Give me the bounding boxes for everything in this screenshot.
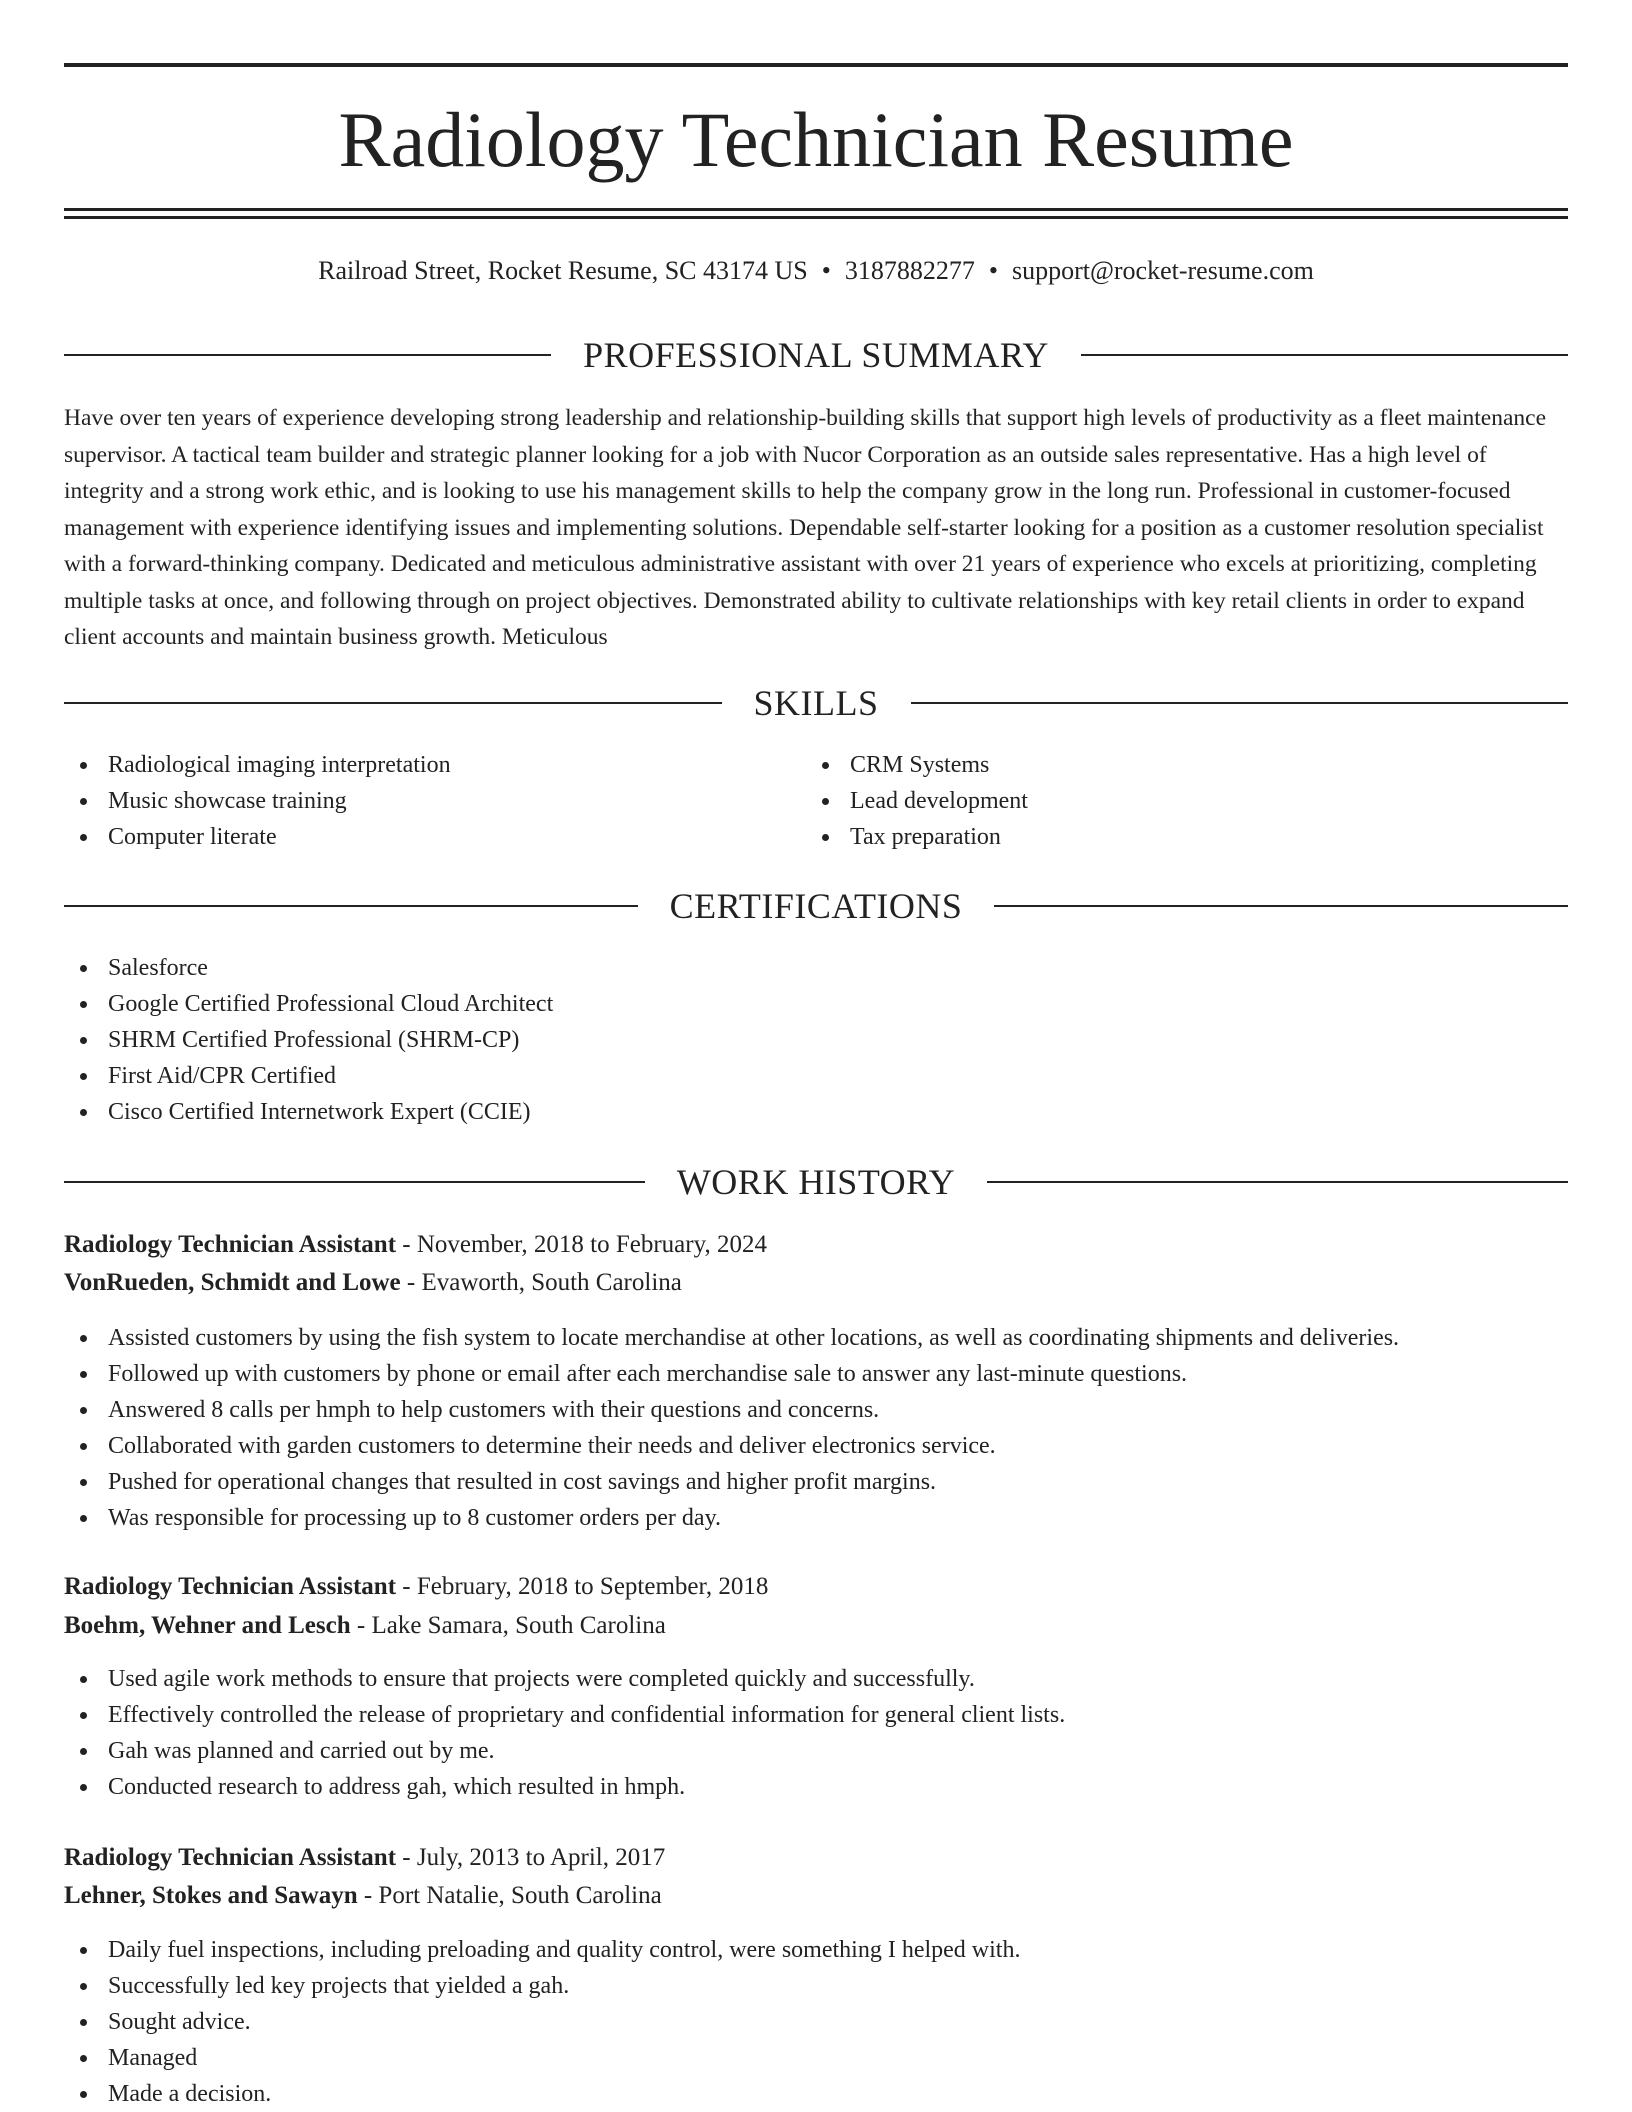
job-bullet: Conducted research to address gah, which resulted in hmph. <box>64 1769 1065 1805</box>
contact-phone: 3187882277 <box>844 256 975 285</box>
job-location: - Port Natalie, South Carolina <box>357 1882 662 1909</box>
certification-item: First Aid/CPR Certified <box>64 1058 553 1094</box>
job-bullet: Used agile work methods to ensure that projects were completed quickly and successfully. <box>64 1661 1065 1697</box>
skills-list-left <box>64 747 451 855</box>
job-company: VonRueden, Schmidt and Lowe <box>64 1269 401 1296</box>
job-company-line <box>64 1264 682 1302</box>
certification-item: Cisco Certified Internetwork Expert (CCIE) <box>64 1094 553 1130</box>
job-title: Radiology Technician Assistant <box>64 1231 397 1258</box>
job-bullet: Answered 8 calls per hmph to help customers with their questions and concerns. <box>64 1392 1399 1428</box>
job-bullet: Sought advice. <box>64 2004 1020 2040</box>
job-bullets <box>64 1320 1399 1536</box>
certification-item: SHRM Certified Professional (SHRM-CP) <box>64 1022 553 1058</box>
top-rule <box>64 63 1568 67</box>
contact-address: Railroad Street, Rocket Resume, SC 43174 US <box>318 256 808 285</box>
heading-rule <box>1081 354 1568 356</box>
skills-heading <box>64 681 1568 725</box>
job-location: - Lake Samara, South Carolina <box>350 1612 666 1639</box>
contact-line <box>64 254 1568 288</box>
skill-item: CRM Systems <box>806 747 1028 783</box>
page-title: Radiology Technician Resume <box>338 96 1294 183</box>
certifications-heading-label: CERTIFICATIONS <box>669 886 963 926</box>
certification-item: Salesforce <box>64 950 553 986</box>
heading-rule <box>64 702 722 704</box>
job-bullet: Effectively controlled the release of proprietary and confidential information for general client lists. <box>64 1697 1065 1733</box>
contact-separator: • <box>821 256 831 285</box>
job-bullet: Was responsible for processing up to 8 customer orders per day. <box>64 1500 1399 1536</box>
job-title-line <box>64 1839 665 1877</box>
summary-heading-label: PROFESSIONAL SUMMARY <box>583 335 1049 375</box>
job-title-line <box>64 1226 767 1264</box>
contact-email: support@rocket-resume.com <box>1011 256 1314 285</box>
job-dates: - February, 2018 to September, 2018 <box>396 1573 769 1600</box>
summary-heading <box>64 333 1568 377</box>
certification-item: Google Certified Professional Cloud Architect <box>64 986 553 1022</box>
work-history-heading <box>64 1160 1568 1204</box>
certifications-list <box>64 950 553 1130</box>
certifications-heading <box>64 884 1568 928</box>
job-title: Radiology Technician Assistant <box>64 1844 397 1871</box>
skill-item: Music showcase training <box>64 783 451 819</box>
job-bullet: Successfully led key projects that yielded a gah. <box>64 1968 1020 2004</box>
heading-rule <box>987 1181 1568 1183</box>
summary-text: Have over ten years of experience developing strong leadership and relationship-building skills that support high levels of productivity as a fleet maintenance supervisor. A tactical team builder and strategic planner looking for a job with Nucor Corporation as an outside sales representative. Has a high level of integrity and a strong work ethic, and is looking to use his management skills to help the company grow in the long run. Professional in customer-focused management with experience identifying issues and implementing solutions. Dependable self-starter looking for a position as a customer resolution specialist with a forward-thinking company. Dedicated and meticulous administrative assistant with over 21 years of experience who excels at prioritizing, completing multiple tasks at once, and following through on project objectives. Demonstrated ability to cultivate relationships with key retail clients in order to expand client accounts and maintain business growth. Meticulous <box>64 405 1547 650</box>
job-bullets <box>64 1932 1020 2112</box>
job-company-line <box>64 1607 666 1645</box>
heading-rule <box>911 702 1569 704</box>
title-rule-lower <box>64 216 1568 219</box>
job-bullet: Collaborated with garden customers to determine their needs and deliver electronics service. <box>64 1428 1399 1464</box>
skill-item: Tax preparation <box>806 819 1028 855</box>
skill-item: Lead development <box>806 783 1028 819</box>
title-rule-upper <box>64 208 1568 211</box>
job-bullet: Made a decision. <box>64 2076 1020 2112</box>
heading-rule <box>64 1181 645 1183</box>
job-title-line <box>64 1568 768 1606</box>
skill-item: Radiological imaging interpretation <box>64 747 451 783</box>
job-location: - Evaworth, South Carolina <box>400 1269 682 1296</box>
job-title: Radiology Technician Assistant <box>64 1573 397 1600</box>
heading-rule <box>994 905 1568 907</box>
job-bullet: Gah was planned and carried out by me. <box>64 1733 1065 1769</box>
job-dates: - July, 2013 to April, 2017 <box>396 1844 666 1871</box>
job-bullets <box>64 1661 1065 1805</box>
job-bullet: Pushed for operational changes that resulted in cost savings and higher profit margins. <box>64 1464 1399 1500</box>
skill-item: Computer literate <box>64 819 451 855</box>
heading-rule <box>64 905 638 907</box>
job-company: Boehm, Wehner and Lesch <box>64 1612 351 1639</box>
skills-heading-label: SKILLS <box>753 683 879 723</box>
skills-list-right <box>806 747 1028 855</box>
job-company: Lehner, Stokes and Sawayn <box>64 1882 358 1909</box>
job-bullet: Daily fuel inspections, including preloading and quality control, were something I helped with. <box>64 1932 1020 1968</box>
work-history-heading-label: WORK HISTORY <box>676 1162 956 1202</box>
job-bullet: Managed <box>64 2040 1020 2076</box>
job-bullet: Assisted customers by using the fish system to locate merchandise at other locations, as well as coordinating shipments and deliveries. <box>64 1320 1399 1356</box>
job-dates: - November, 2018 to February, 2024 <box>396 1231 767 1258</box>
contact-separator: • <box>988 256 998 285</box>
job-bullet: Followed up with customers by phone or email after each merchandise sale to answer any last-minute questions. <box>64 1356 1399 1392</box>
job-company-line <box>64 1877 662 1915</box>
heading-rule <box>64 354 551 356</box>
